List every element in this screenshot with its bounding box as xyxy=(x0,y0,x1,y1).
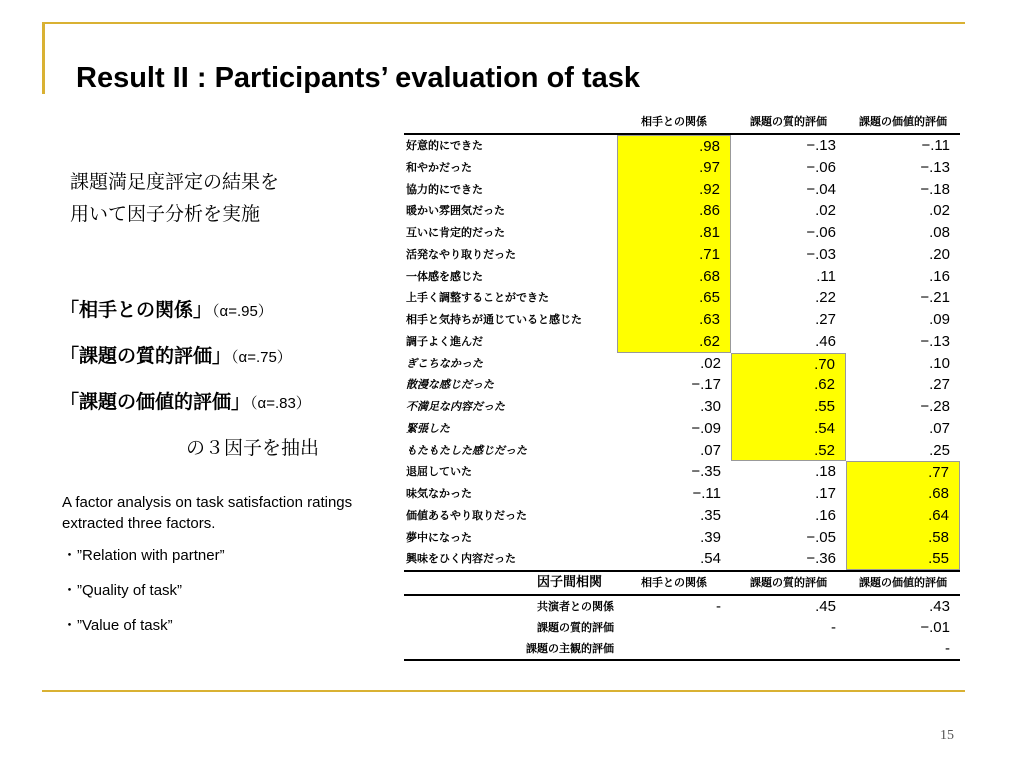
loading-cell: .68 xyxy=(846,483,960,505)
row-label: 活発なやり取りだった xyxy=(406,247,516,261)
factor-3-name: 「課題の価値的評価」 xyxy=(60,391,251,413)
row-label: 散漫な感じだった xyxy=(406,378,494,392)
loading-cell: −.13 xyxy=(806,137,836,154)
loading-cell: .68 xyxy=(617,266,731,288)
factor-3-alpha: （α=.83） xyxy=(250,395,311,412)
loading-cell: .27 xyxy=(815,311,836,328)
factor-1 xyxy=(60,288,319,334)
loading-cell: .54 xyxy=(731,418,846,440)
english-bullet-1: ・”Relation with partner” xyxy=(62,547,225,564)
correlation-header xyxy=(404,570,960,596)
correlation-cell: - xyxy=(945,640,950,657)
loading-cell: .25 xyxy=(929,441,950,459)
correlation-cell xyxy=(617,638,731,659)
loading-cell: −.35 xyxy=(691,463,721,481)
loading-cell: .55 xyxy=(846,548,960,570)
loading-cell: .55 xyxy=(731,396,846,418)
page-number: 15 xyxy=(940,728,954,743)
loading-cell: .10 xyxy=(929,354,950,372)
correlation-cell: −.01 xyxy=(920,619,950,636)
loading-cell: −.13 xyxy=(920,158,950,176)
english-bullet-3: ・”Value of task” xyxy=(62,617,173,634)
intro-line-2: 用いて因子分析を実施 xyxy=(70,203,261,225)
factor-3 xyxy=(60,380,319,426)
loading-cell: .11 xyxy=(816,267,836,285)
factor-2-name: 「課題の質的評価」 xyxy=(60,345,232,367)
accent-top-line xyxy=(42,22,965,24)
table-row xyxy=(404,483,960,505)
table-row xyxy=(404,548,960,570)
loading-cell: .71 xyxy=(617,244,731,266)
row-label: 好意的にできた xyxy=(406,139,483,152)
loading-cell: .30 xyxy=(700,398,721,415)
correlation-row-label: 課題の主観的評価 xyxy=(526,642,614,655)
correlation-cell xyxy=(731,638,846,659)
row-label: 味気なかった xyxy=(406,487,472,500)
loading-cell: −.13 xyxy=(920,332,950,350)
correlation-cell: - xyxy=(831,619,836,636)
row-label: 暖かい雰囲気だった xyxy=(406,204,505,218)
loading-cell: .39 xyxy=(700,528,721,546)
loading-cell: −.21 xyxy=(920,289,950,307)
row-label: 興味をひく内容だった xyxy=(406,552,516,566)
loading-cell: .02 xyxy=(700,354,721,372)
intro-line-1: 課題満足度評定の結果を xyxy=(70,171,280,193)
loading-cell: .65 xyxy=(617,287,731,309)
correlation-cell: .43 xyxy=(929,598,950,615)
loading-cell: .08 xyxy=(929,224,950,241)
correlation-title: 因子間相関 xyxy=(536,575,602,590)
table-row xyxy=(404,135,960,157)
loading-cell: .81 xyxy=(617,222,731,244)
loading-cell: −.18 xyxy=(920,180,950,198)
loading-cell: .63 xyxy=(617,309,731,331)
factor-1-name: 「相手との関係」 xyxy=(60,299,213,321)
correlation-row-label: 課題の質的評価 xyxy=(537,621,614,634)
loading-cell: .64 xyxy=(846,505,960,527)
loading-cell: −.28 xyxy=(920,398,950,415)
correlation-body xyxy=(404,596,960,661)
loading-cell: .07 xyxy=(700,441,721,459)
loading-cell: .97 xyxy=(617,157,731,179)
factor-1-alpha: （α=.95） xyxy=(212,303,273,320)
row-label: 価値あるやり取りだった xyxy=(406,508,527,522)
table-row xyxy=(404,266,960,288)
table-row xyxy=(404,200,960,222)
loading-cell: .98 xyxy=(617,135,731,157)
factor-loading-table xyxy=(404,111,960,661)
table-body xyxy=(404,135,960,570)
table-row xyxy=(404,505,960,527)
loading-cell: .58 xyxy=(846,527,960,549)
loading-cell: .07 xyxy=(929,419,950,437)
correlation-cell xyxy=(617,617,731,638)
loading-cell: .20 xyxy=(929,245,950,263)
loading-cell: .09 xyxy=(929,311,950,328)
row-label: 夢中になった xyxy=(406,530,472,544)
row-label: 協力的にできた xyxy=(406,182,483,196)
header-quality: 課題の質的評価 xyxy=(750,115,827,128)
english-bullet-2: ・”Quality of task” xyxy=(62,582,183,599)
factor-summary: の３因子を抽出 xyxy=(186,437,320,459)
table-row xyxy=(404,309,960,331)
correlation-row xyxy=(404,617,960,638)
loading-cell: −.36 xyxy=(806,550,836,568)
table-header xyxy=(404,111,960,135)
table-row xyxy=(404,353,960,375)
row-label: 不満足な内容だった xyxy=(406,400,505,413)
loading-cell: .62 xyxy=(617,331,731,353)
english-paragraph: A factor analysis on task satisfaction ratings extracted three factors. xyxy=(62,494,353,532)
table-row xyxy=(404,418,960,440)
header-relation: 相手との関係 xyxy=(641,115,707,128)
table-row xyxy=(404,527,960,549)
table-row xyxy=(404,222,960,244)
loading-cell: .27 xyxy=(929,376,950,394)
header-value: 課題の価値的評価 xyxy=(859,115,947,128)
slide-title: Result II : Participants’ evaluation of task xyxy=(76,62,641,94)
loading-cell: −.09 xyxy=(691,419,721,437)
loading-cell: .02 xyxy=(929,202,950,220)
accent-vertical-line xyxy=(42,22,45,94)
loading-cell: .02 xyxy=(815,202,836,220)
table-row xyxy=(404,179,960,201)
loading-cell: −.05 xyxy=(806,528,836,546)
row-label: 一体感を感じた xyxy=(406,269,483,283)
correlation-row-label: 共演者との関係 xyxy=(537,600,614,613)
row-label: ぎこちなかった xyxy=(406,356,483,370)
loading-cell: .70 xyxy=(731,353,846,375)
loading-cell: −.11 xyxy=(921,137,950,154)
table-row xyxy=(404,331,960,353)
row-label: 上手く調整することができた xyxy=(406,291,549,305)
row-label: 調子よく進んだ xyxy=(406,334,483,348)
loading-cell: .16 xyxy=(815,506,836,524)
loading-cell: −.03 xyxy=(806,245,836,263)
correlation-cell: .45 xyxy=(815,598,836,615)
loading-cell: −.11 xyxy=(692,485,721,502)
loading-cell: .46 xyxy=(815,332,836,350)
correlation-cell: - xyxy=(716,598,721,615)
factor-list-jp xyxy=(60,288,319,470)
corr-header-quality: 課題の質的評価 xyxy=(750,576,827,589)
row-label: 緊張した xyxy=(406,421,450,435)
table-row xyxy=(404,157,960,179)
correlation-row xyxy=(404,638,960,659)
table-row xyxy=(404,461,960,483)
loading-cell: −.06 xyxy=(806,224,836,241)
loading-cell: .18 xyxy=(815,463,836,481)
correlation-row xyxy=(404,596,960,617)
factor-2 xyxy=(60,334,319,380)
loading-cell: −.04 xyxy=(806,180,836,198)
loading-cell: .16 xyxy=(929,267,950,285)
table-row xyxy=(404,440,960,462)
corr-header-relation: 相手との関係 xyxy=(641,576,707,589)
corr-header-value: 課題の価値的評価 xyxy=(859,576,947,589)
loading-cell: −.17 xyxy=(691,376,721,394)
table-row xyxy=(404,244,960,266)
loading-cell: .92 xyxy=(617,179,731,201)
loading-cell: .17 xyxy=(815,485,836,502)
loading-cell: .86 xyxy=(617,200,731,222)
row-label: 互いに肯定的だった xyxy=(406,226,505,239)
table-row xyxy=(404,287,960,309)
row-label: 和やかだった xyxy=(406,160,472,174)
intro-text-jp xyxy=(70,166,279,230)
loading-cell: −.06 xyxy=(806,158,836,176)
row-label: 退屈していた xyxy=(406,465,472,479)
loading-cell: .77 xyxy=(846,461,960,483)
table-row xyxy=(404,374,960,396)
accent-bottom-line xyxy=(42,690,965,692)
loading-cell: .52 xyxy=(731,440,846,462)
row-label: もたもたした感じだった xyxy=(406,443,527,457)
row-label: 相手と気持ちが通じていると感じた xyxy=(406,313,582,326)
loading-cell: .62 xyxy=(731,374,846,396)
loading-cell: .22 xyxy=(815,289,836,307)
table-row xyxy=(404,396,960,418)
loading-cell: .54 xyxy=(700,550,721,568)
factor-2-alpha: （α=.75） xyxy=(231,349,292,366)
loading-cell: .35 xyxy=(700,506,721,524)
english-summary xyxy=(62,492,392,638)
